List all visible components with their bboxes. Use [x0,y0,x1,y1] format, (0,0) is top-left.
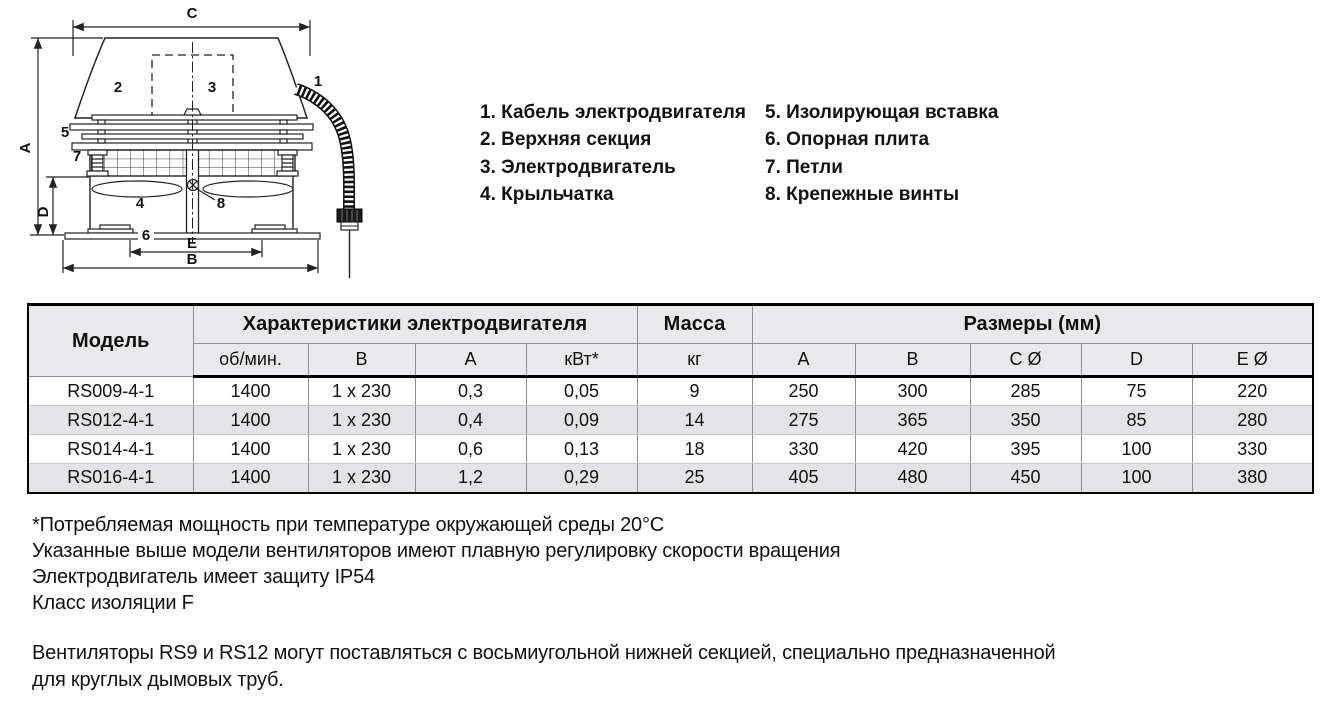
cell: 1 x 230 [308,435,415,464]
cell: 18 [637,435,752,464]
part-label-3: 3 [207,79,217,96]
legend-item-6: 6. Опорная плита [765,129,930,151]
cell: 395 [970,435,1081,464]
cell: 75 [1081,377,1192,406]
cell: 100 [1081,464,1192,493]
cell: 0,13 [526,435,637,464]
fan-drawing-svg [0,0,440,300]
table-row [28,435,1313,464]
table-row [28,377,1313,406]
dim-label-e: E [186,235,198,252]
legend-item-5: 5. Изолирующая вставка [765,102,999,123]
cell: 85 [1081,406,1192,435]
cell: 250 [752,377,855,406]
dim-label-d: D [35,206,52,218]
cell: 330 [752,435,855,464]
part-label-4: 4 [135,195,145,212]
part-label-5: 5 [60,124,70,141]
footnote-insulation-class: Класс изоляции F [32,592,194,614]
dimension-d [46,177,89,235]
cell: 100 [1081,435,1192,464]
legend-item-2: 2. Верхняя секция [480,129,652,151]
dim-label-a: A [17,142,34,154]
cell: 285 [970,377,1081,406]
footnote-power: *Потребляемая мощность при температуре окружающей среды 20°C [32,514,664,536]
cell: 365 [855,406,970,435]
col-header-kw: кВт* [526,344,637,377]
legend-item-1: 1. Кабель электродвигателя [480,102,746,123]
legend-column-1 [480,99,746,208]
legend-column-2 [765,99,998,208]
cell: 1400 [193,377,308,406]
cell: 0,4 [415,406,526,435]
dim-label-b: B [186,251,198,268]
cell: 450 [970,464,1081,493]
cell: 0,6 [415,435,526,464]
footnote-ip-rating: Электродвигатель имеет защиту IP54 [32,566,375,588]
cell: 1 x 230 [308,377,415,406]
col-group-motor: Характеристики электродвигателя [193,305,637,344]
legend-item-7: 7. Петли [765,156,843,178]
part-label-2: 2 [113,79,123,96]
col-header-dim-e: E Ø [1192,344,1313,377]
part-label-8: 8 [216,195,226,212]
cell: 280 [1192,406,1313,435]
table-row [28,406,1313,435]
col-header-volt: В [308,344,415,377]
cell: 330 [1192,435,1313,464]
col-header-rpm: об/мин. [193,344,308,377]
col-header-dim-b: B [855,344,970,377]
footnotes [32,512,840,616]
cell: 9 [637,377,752,406]
model-cell: RS009-4-1 [28,377,193,406]
cell: 275 [752,406,855,435]
col-group-dimensions: Размеры (мм) [752,305,1313,344]
cell: 1400 [193,464,308,493]
cell: 0,09 [526,406,637,435]
footnote-speed-control: Указанные выше модели вентиляторов имеют плавную регулировку скорости вращения [32,540,841,562]
part-label-6: 6 [141,227,151,244]
cell: 220 [1192,377,1313,406]
cell: 1,2 [415,464,526,493]
cell: 1 x 230 [308,406,415,435]
cell: 0,29 [526,464,637,493]
closing-line-1: Вентиляторы RS9 и RS12 могут поставляться с восьмиугольной нижней секцией, специально предназначенной [32,642,1056,664]
cell: 350 [970,406,1081,435]
col-header-dim-d: D [1081,344,1192,377]
cell: 1400 [193,406,308,435]
cell: 300 [855,377,970,406]
cell: 0,05 [526,377,637,406]
legend-item-3: 3. Электродвигатель [480,156,676,178]
col-header-model: Модель [28,305,193,377]
col-group-mass: Масса [637,305,752,344]
cell: 0,3 [415,377,526,406]
fan-technical-drawing [0,0,440,300]
top-section-cover [75,38,307,118]
col-header-kg: кг [637,344,752,377]
col-header-dim-a: A [752,344,855,377]
part-label-7: 7 [72,148,82,165]
cell: 380 [1192,464,1313,493]
cell: 25 [637,464,752,493]
col-header-dim-c: C Ø [970,344,1081,377]
legend-item-4: 4. Крыльчатка [480,183,614,205]
legend-item-8: 8. Крепежные винты [765,183,960,205]
closing-line-2: для круглых дымовых труб. [32,669,284,691]
closing-paragraph [32,640,1056,694]
model-cell: RS012-4-1 [28,406,193,435]
table-row [28,464,1313,493]
model-cell: RS016-4-1 [28,464,193,493]
part-label-1: 1 [313,73,323,90]
dim-label-c: C [186,5,198,22]
cell: 480 [855,464,970,493]
model-cell: RS014-4-1 [28,435,193,464]
cell: 14 [637,406,752,435]
cell: 1400 [193,435,308,464]
cell: 1 x 230 [308,464,415,493]
cell: 420 [855,435,970,464]
cell: 405 [752,464,855,493]
col-header-amp: А [415,344,526,377]
insulating-plates [70,109,313,150]
specifications-table [27,303,1314,494]
